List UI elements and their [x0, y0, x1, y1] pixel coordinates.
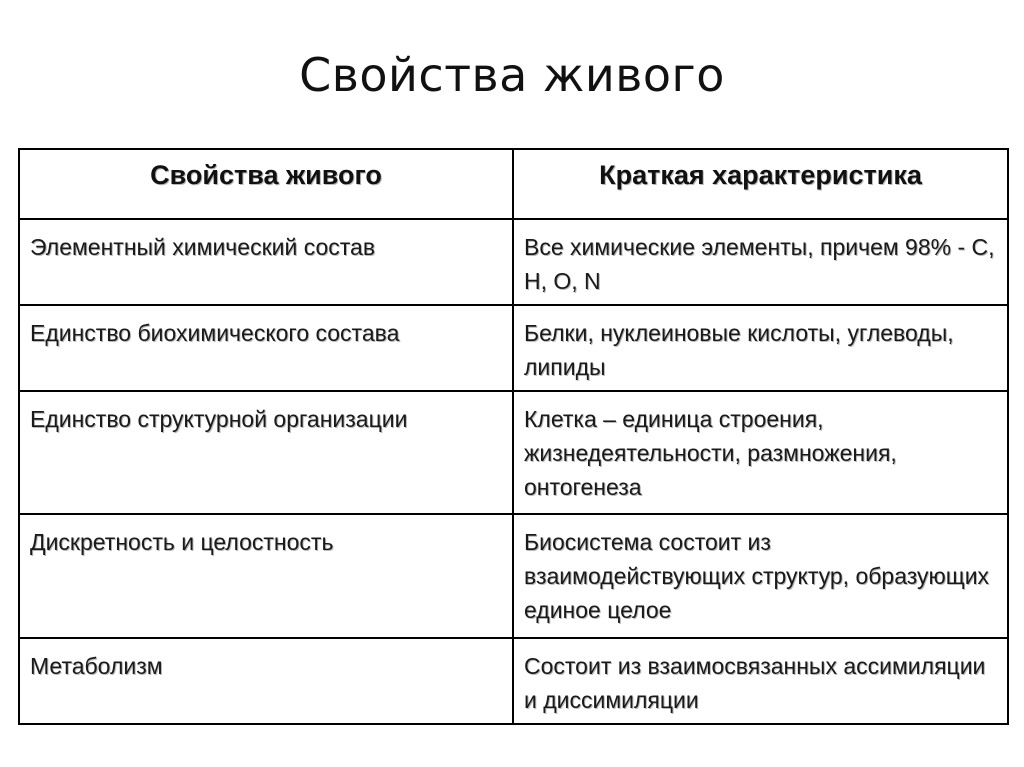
header-property: Свойства живого [19, 149, 513, 219]
slide-title: Свойства живого [299, 48, 725, 102]
property-cell: Элементный химический состав [19, 219, 513, 305]
header-description: Краткая характеристика [513, 149, 1008, 219]
property-cell: Метаболизм [19, 638, 513, 724]
description-cell: Состоит из взаимосвязанных ассимиляции и диссимиляции [513, 638, 1008, 724]
table-row [19, 391, 1008, 514]
table-header-row [19, 149, 1008, 219]
description-cell: Все химические элементы, причем 98% - C, H, O, N [513, 219, 1008, 305]
description-cell: Клетка – единица строения, жизнедеятельности, размножения, онтогенеза [513, 391, 1008, 514]
description-cell: Белки, нуклеиновые кислоты, углеводы, липиды [513, 305, 1008, 391]
table-row [19, 638, 1008, 724]
properties-table [18, 148, 1009, 725]
property-cell: Дискретность и целостность [19, 514, 513, 638]
table-row [19, 219, 1008, 305]
property-cell: Единство структурной организации [19, 391, 513, 514]
table-row [19, 305, 1008, 391]
description-cell: Биосистема состоит из взаимодействующих структур, образующих единое целое [513, 514, 1008, 638]
table-row [19, 514, 1008, 638]
property-cell: Единство биохимического состава [19, 305, 513, 391]
